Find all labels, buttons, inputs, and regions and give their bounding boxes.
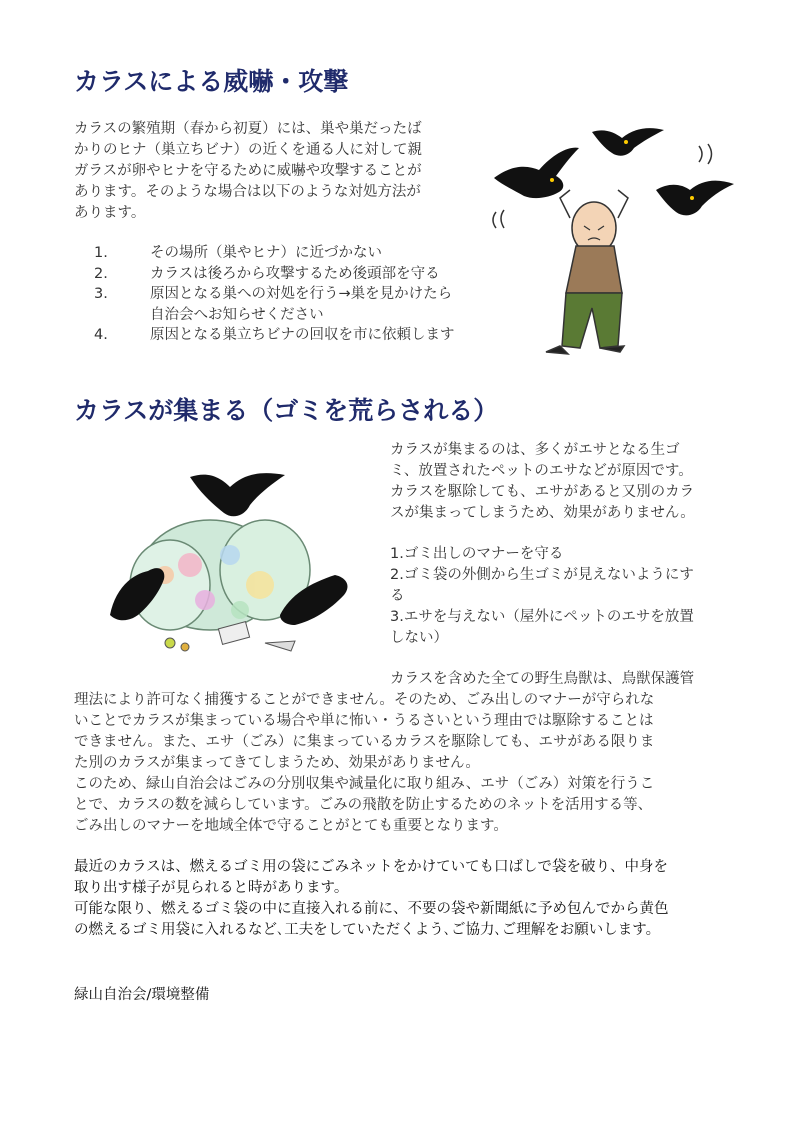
section2-title: カラスが集まる（ゴミを荒らされる） bbox=[74, 396, 499, 425]
text-line: かりのヒナ（巣立ちビナ）の近くを通る人に対して親 bbox=[74, 142, 422, 158]
text-line: いことでカラスが集まっている場合や単に怖い・うるさいという理由では駆除することは bbox=[74, 713, 654, 729]
text-line: あります。そのような場合は以下のような対処方法が bbox=[74, 184, 421, 200]
crows-on-garbage-illustration bbox=[90, 465, 360, 665]
text-line: あります。 bbox=[74, 205, 146, 221]
list-item bbox=[74, 243, 484, 264]
text-line: とで、カラスの数を減らしています。ごみの飛散を防止するためのネットを活用する等、 bbox=[74, 797, 653, 813]
text-line: 取り出す様子が見られると時があります。 bbox=[74, 880, 349, 896]
text-line: ガラスが卵やヒナを守るために威嚇や攻撃することが bbox=[74, 163, 422, 179]
list-item bbox=[74, 325, 484, 346]
text-line: ごみ出しのマナーを地域全体で守ることがとても重要となります。 bbox=[74, 818, 508, 834]
footer-signature: 緑山自治会/環境整備 bbox=[74, 987, 210, 1003]
section1-intro bbox=[74, 119, 474, 224]
notice-paragraph bbox=[74, 857, 754, 941]
text-line: の燃えるゴミ用袋に入れるなど､工夫をしていただくよう､ご協力､ご理解をお願いします。 bbox=[74, 922, 661, 938]
text-line: カラスを含めた全ての野生鳥獣は、鳥獣保護管 bbox=[390, 671, 695, 687]
list-text-line: 自治会へお知らせください bbox=[150, 306, 324, 323]
list-text: その場所（巣やヒナ）に近づかない bbox=[150, 245, 382, 261]
text-line: できません。また、エサ（ごみ）に集まっているカラスを駆除しても、エサがある限りま bbox=[74, 734, 655, 750]
countermeasure-list bbox=[74, 243, 484, 346]
list-text bbox=[132, 284, 452, 325]
list-item bbox=[74, 264, 484, 285]
law-first-line bbox=[390, 669, 740, 690]
text-line: 理法により許可なく捕獲することができません。そのため、ごみ出しのマナーが守られな bbox=[74, 692, 655, 708]
text-line: 可能な限り、燃えるゴミ袋の中に直接入れる前に、不要の袋や新聞紙に予め包んでから黄色 bbox=[74, 901, 669, 917]
text-line: カラスを駆除しても、エサがあると又別のカラ bbox=[390, 484, 695, 500]
text-line: このため、緑山自治会はごみの分別収集や減量化に取り組み、エサ（ごみ）対策を行うこ bbox=[74, 776, 655, 792]
section1-title: カラスによる威嚇・攻撃 bbox=[74, 67, 349, 96]
list-number: 4. bbox=[94, 327, 108, 343]
text-line: 最近のカラスは、燃えるゴミ用の袋にごみネットをかけていても口ばしで袋を破り、中身を bbox=[74, 859, 669, 875]
section2-intro bbox=[390, 440, 740, 524]
section2-tips bbox=[390, 544, 740, 649]
list-text: カラスは後ろから攻撃するため後頭部を守る bbox=[150, 265, 440, 282]
list-text-line: 原因となる巣への対処を行う→巣を見かけたら bbox=[150, 286, 453, 302]
text-line: カラスの繁殖期（春から初夏）には、巣や巣だったば bbox=[74, 121, 422, 137]
text-line: 1.ゴミ出しのマナーを守る bbox=[390, 546, 564, 562]
law-paragraph bbox=[74, 690, 754, 837]
text-line: た別のカラスが集まってきてしまうため、効果がありません。 bbox=[74, 755, 480, 771]
text-line: 3.エサを与えない（屋外にペットのエサを放置 bbox=[390, 609, 694, 625]
text-line: ミ、放置されたペットのエサなどが原因です。 bbox=[390, 463, 693, 479]
text-line: る bbox=[390, 588, 405, 604]
list-number: 1. bbox=[94, 245, 108, 261]
list-number: 2. bbox=[94, 265, 108, 282]
text-line: 2.ゴミ袋の外側から生ゴミが見えないようにす bbox=[390, 567, 694, 583]
text-line: しない） bbox=[390, 630, 448, 646]
list-text: 原因となる巣立ちビナの回収を市に依頼します bbox=[150, 327, 455, 343]
list-item bbox=[74, 284, 484, 325]
list-number: 3. bbox=[94, 286, 108, 302]
text-line: カラスが集まるのは、多くがエサとなる生ゴ bbox=[390, 442, 680, 458]
text-line: スが集まってしまうため、効果がありません。 bbox=[390, 505, 695, 521]
crow-attack-illustration bbox=[484, 118, 744, 363]
